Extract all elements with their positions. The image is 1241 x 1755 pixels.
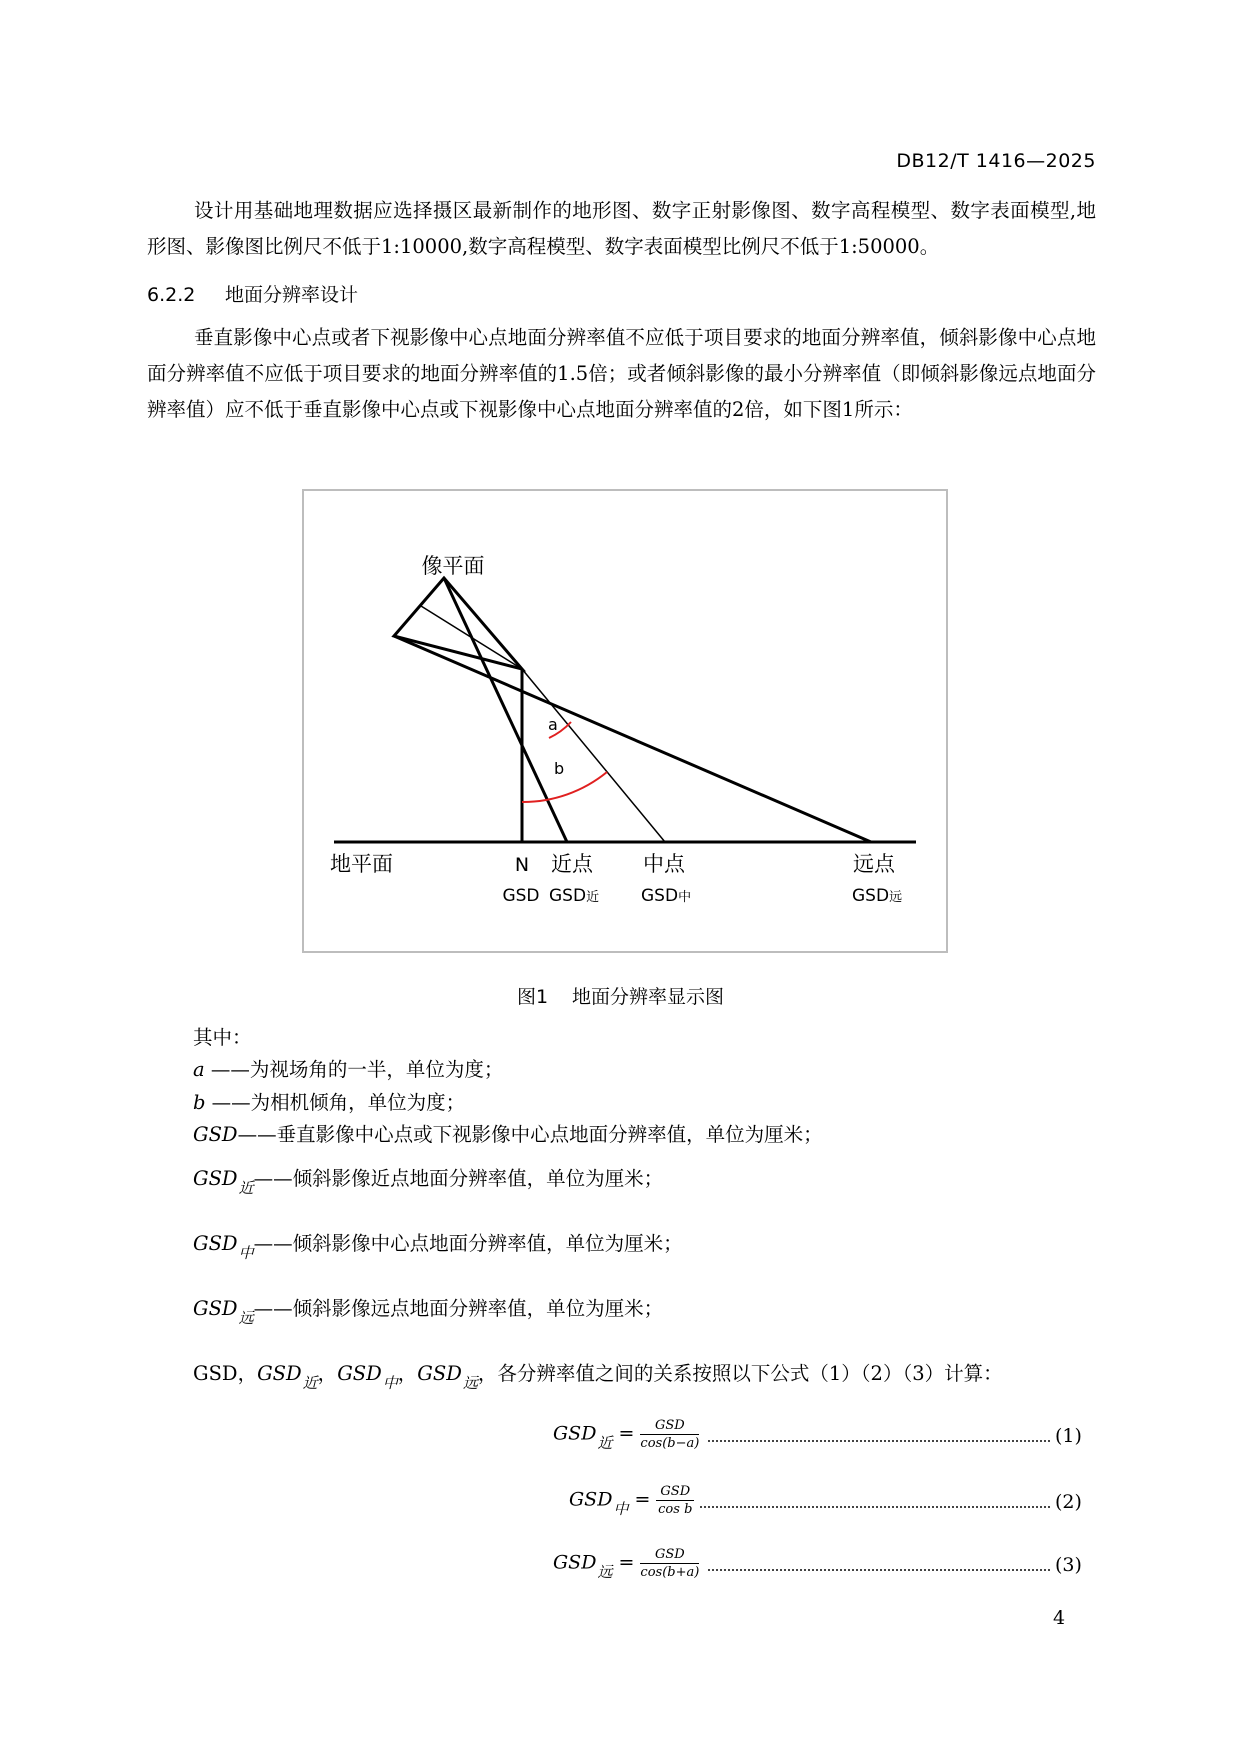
- formula-numerator: GSD: [640, 1547, 699, 1564]
- definition-text: ——垂直影像中心点或下视影像中心点地面分辨率值，单位为厘米；: [237, 1123, 823, 1146]
- gsd-diagram: [304, 491, 946, 951]
- formula-3: [553, 1547, 701, 1580]
- formula-number: (2): [1055, 1491, 1082, 1513]
- formula-1: [553, 1418, 701, 1451]
- formula-equals: =: [634, 1488, 651, 1511]
- formula-lhs: GSD: [553, 1422, 597, 1445]
- formula-sub: 近: [597, 1433, 613, 1452]
- formula-leader: [708, 1440, 1050, 1442]
- document-number: DB12/T 1416—2025: [896, 150, 1096, 172]
- formula-sub: 中: [613, 1499, 629, 1518]
- definition-subscript: 中: [238, 1244, 254, 1262]
- formula-lhs: GSD: [569, 1488, 613, 1511]
- near-point-label: 近点: [551, 852, 593, 876]
- formula-number: (3): [1055, 1554, 1082, 1576]
- formula-denominator: cos(b+a): [640, 1565, 700, 1580]
- formula-denominator: cos(b−a): [640, 1436, 700, 1451]
- gsd-mid-base: GSD: [641, 886, 679, 906]
- near-ray: [444, 578, 567, 842]
- image-plane-label: 像平面: [421, 554, 485, 578]
- caption-title: 地面分辨率显示图: [572, 986, 725, 1008]
- definitions-intro: 其中：: [193, 1026, 252, 1049]
- relation-sentence: [193, 1358, 1003, 1392]
- gsd-label: GSD: [502, 886, 540, 906]
- gsd-mid-label: [641, 886, 691, 906]
- definition-symbol: b: [193, 1091, 206, 1114]
- nadir-label: N: [514, 854, 530, 876]
- definition-text: ——为视场角的一半，单位为度；: [204, 1058, 504, 1081]
- definition-text: ——倾斜影像远点地面分辨率值，单位为厘米；: [253, 1297, 664, 1320]
- formula-leader: [700, 1506, 1050, 1508]
- angle-arc-b: [522, 772, 607, 802]
- gsd-far-label: [852, 886, 902, 906]
- intro-paragraph: 设计用基础地理数据应选择摄区最新制作的地形图、数字正射影像图、数字高程模型、数字表面模型,地形图、影像图比例尺不低于1:10000,数字高程模型、数字表面模型比例尺不低于1:50000。: [147, 199, 1096, 258]
- definition-text: ——为相机倾角，单位为度；: [205, 1091, 466, 1114]
- far-point-label: 远点: [853, 852, 895, 876]
- formula-leader: [708, 1569, 1050, 1571]
- definition-symbol: a: [193, 1058, 205, 1081]
- figure-caption: [0, 982, 1241, 1009]
- angle-a-label: a: [548, 715, 558, 734]
- formula-numerator: GSD: [656, 1484, 694, 1501]
- body-paragraph: 垂直影像中心点或者下视影像中心点地面分辨率值不应低于项目要求的地面分辨率值，倾斜影像中心点地面分辨率值不应低于项目要求的地面分辨率值的1.5倍；或者倾斜影像的最小分辨率值（即倾斜影像远点地面分辨率值）应不低于垂直影像中心点或下视影像中心点地面分辨率值的2倍，如下图1所示：: [147, 326, 1096, 421]
- far-ray: [394, 636, 871, 842]
- relation-sub-mid: 中: [382, 1374, 398, 1392]
- formula-sub: 远: [597, 1562, 613, 1581]
- relation-separator: ，: [317, 1362, 338, 1385]
- definition-item: [193, 1228, 683, 1262]
- formula-denominator: cos b: [658, 1502, 693, 1517]
- definition-text: ——倾斜影像近点地面分辨率值，单位为厘米；: [253, 1167, 664, 1190]
- formula-fraction: [640, 1418, 699, 1451]
- definition-symbol: GSD: [193, 1167, 238, 1190]
- section-title: 地面分辨率设计: [225, 284, 359, 306]
- figure-box: [302, 489, 948, 953]
- formula-fraction: [640, 1547, 699, 1580]
- formula-fraction: [656, 1484, 694, 1517]
- middle-point-label: 中点: [643, 852, 685, 876]
- gsd-near-label: [549, 886, 599, 906]
- relation-sub-far: 远: [462, 1374, 478, 1392]
- gsd-far-base: GSD: [852, 886, 890, 906]
- relation-symbol: GSD: [337, 1362, 382, 1385]
- formula-lhs: GSD: [553, 1551, 597, 1574]
- definition-symbol: GSD: [193, 1123, 238, 1146]
- relation-symbol: GSD: [417, 1362, 462, 1385]
- page-number: 4: [1053, 1607, 1066, 1629]
- section-number: 6.2.2: [147, 284, 196, 306]
- middle-ray: [522, 669, 665, 842]
- definition-item: [193, 1054, 503, 1082]
- relation-tail: ，各分辨率值之间的关系按照以下公式（1）（2）（3）计算：: [477, 1362, 1003, 1385]
- formula-equals: =: [618, 1551, 635, 1574]
- gsd-near-base: GSD: [549, 886, 587, 906]
- ground-plane-label: 地平面: [330, 852, 393, 876]
- section-heading: [147, 280, 358, 307]
- relation-sub-near: 近: [302, 1374, 318, 1392]
- formula-equals: =: [618, 1422, 635, 1445]
- definition-item: [193, 1119, 823, 1147]
- formula-2: [569, 1484, 696, 1517]
- gsd-far-sub: 远: [889, 890, 903, 905]
- gsd-mid-sub: 中: [678, 890, 692, 905]
- definition-subscript: 近: [238, 1179, 254, 1197]
- definition-item: [193, 1087, 465, 1115]
- definition-symbol: GSD: [193, 1297, 238, 1320]
- definition-subscript: 远: [238, 1309, 254, 1327]
- relation-symbol: GSD: [257, 1362, 302, 1385]
- definition-item: [193, 1293, 664, 1327]
- image-plane-triangle: [394, 578, 522, 669]
- definition-symbol: GSD: [193, 1232, 238, 1255]
- relation-separator: ，: [397, 1362, 418, 1385]
- relation-lead: GSD，: [193, 1362, 258, 1385]
- definition-item: [193, 1163, 664, 1197]
- caption-number: 图1: [516, 986, 549, 1008]
- formula-number: (1): [1055, 1425, 1082, 1447]
- definition-text: ——倾斜影像中心点地面分辨率值，单位为厘米；: [253, 1232, 683, 1255]
- angle-b-label: b: [554, 759, 565, 778]
- formula-numerator: GSD: [640, 1418, 699, 1435]
- gsd-near-sub: 近: [586, 890, 600, 905]
